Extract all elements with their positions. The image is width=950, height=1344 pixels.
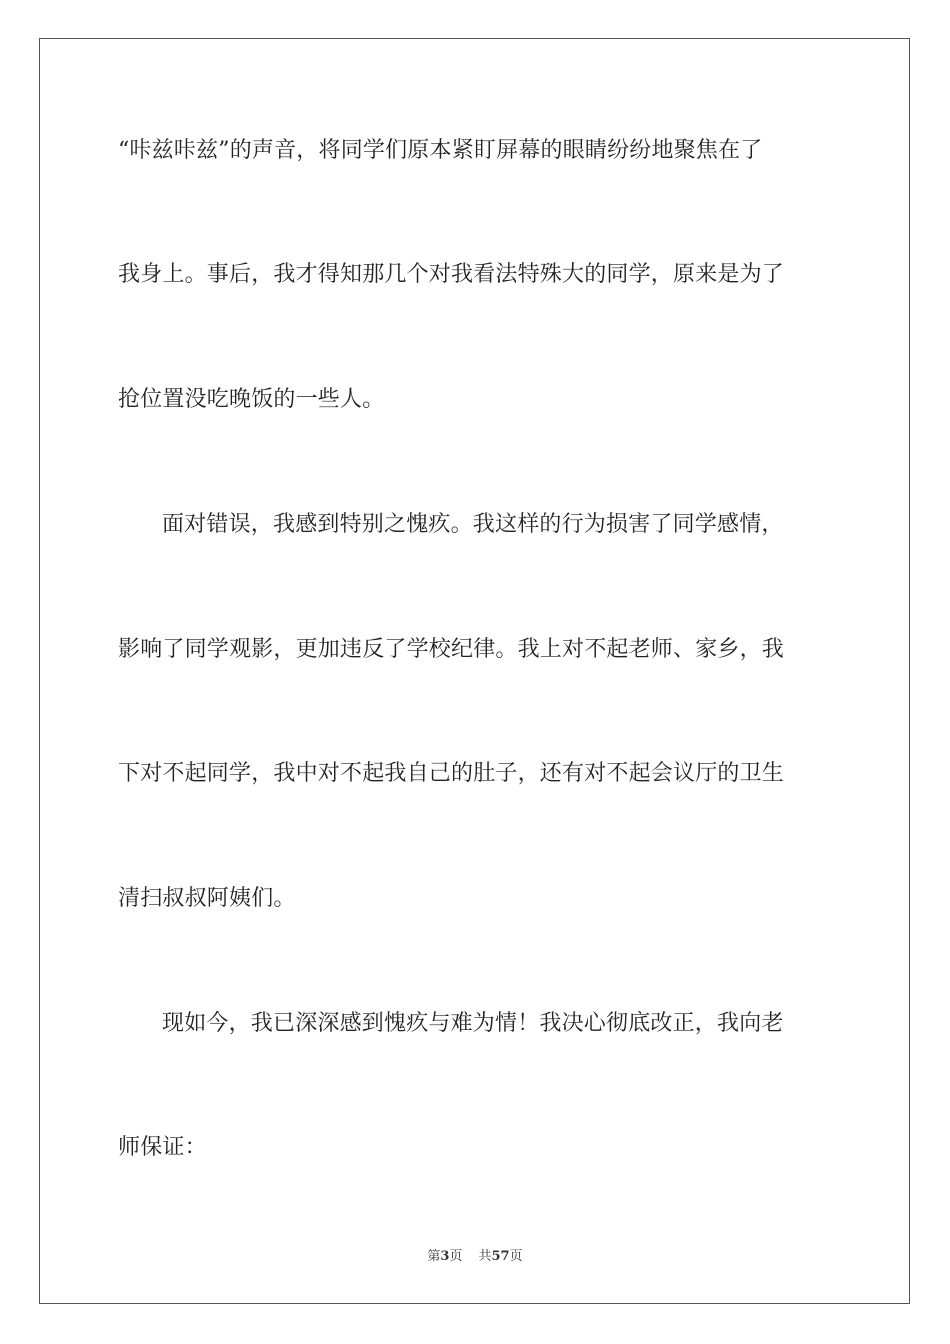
page-number: 3 <box>440 1249 450 1264</box>
page-footer <box>0 1248 950 1266</box>
page-suffix: 页 <box>449 1249 463 1264</box>
text-line-5: 影响了同学观影，更加违反了学校纪律。我上对不起老师、家乡，我 <box>118 637 785 662</box>
text-line-9: 师保证： <box>118 1135 207 1160</box>
paragraph-2-line-1: 面对错误，我感到特别之愧疚。我这样的行为损害了同学感情， <box>162 512 784 537</box>
page-prefix: 第 <box>427 1249 441 1264</box>
total-suffix: 页 <box>509 1249 523 1264</box>
paragraph-3-line-1: 现如今，我已深深感到愧疚与难为情！我决心彻底改正，我向老 <box>162 1011 784 1036</box>
page-border <box>39 38 910 1304</box>
text-line-6: 下对不起同学，我中对不起我自己的肚子，还有对不起会议厅的卫生 <box>118 761 785 786</box>
total-prefix: 共 <box>478 1249 492 1264</box>
text-line-7: 清扫叔叔阿姨们。 <box>118 886 296 911</box>
total-pages: 57 <box>491 1249 510 1264</box>
text-line-2: 我身上。事后，我才得知那几个对我看法特殊大的同学，原来是为了 <box>118 262 785 287</box>
text-line-3: 抢位置没吃晚饭的一些人。 <box>118 387 385 412</box>
text-line-1: “咔兹咔兹”的声音，将同学们原本紧盯屏幕的眼睛纷纷地聚焦在了 <box>118 138 763 163</box>
